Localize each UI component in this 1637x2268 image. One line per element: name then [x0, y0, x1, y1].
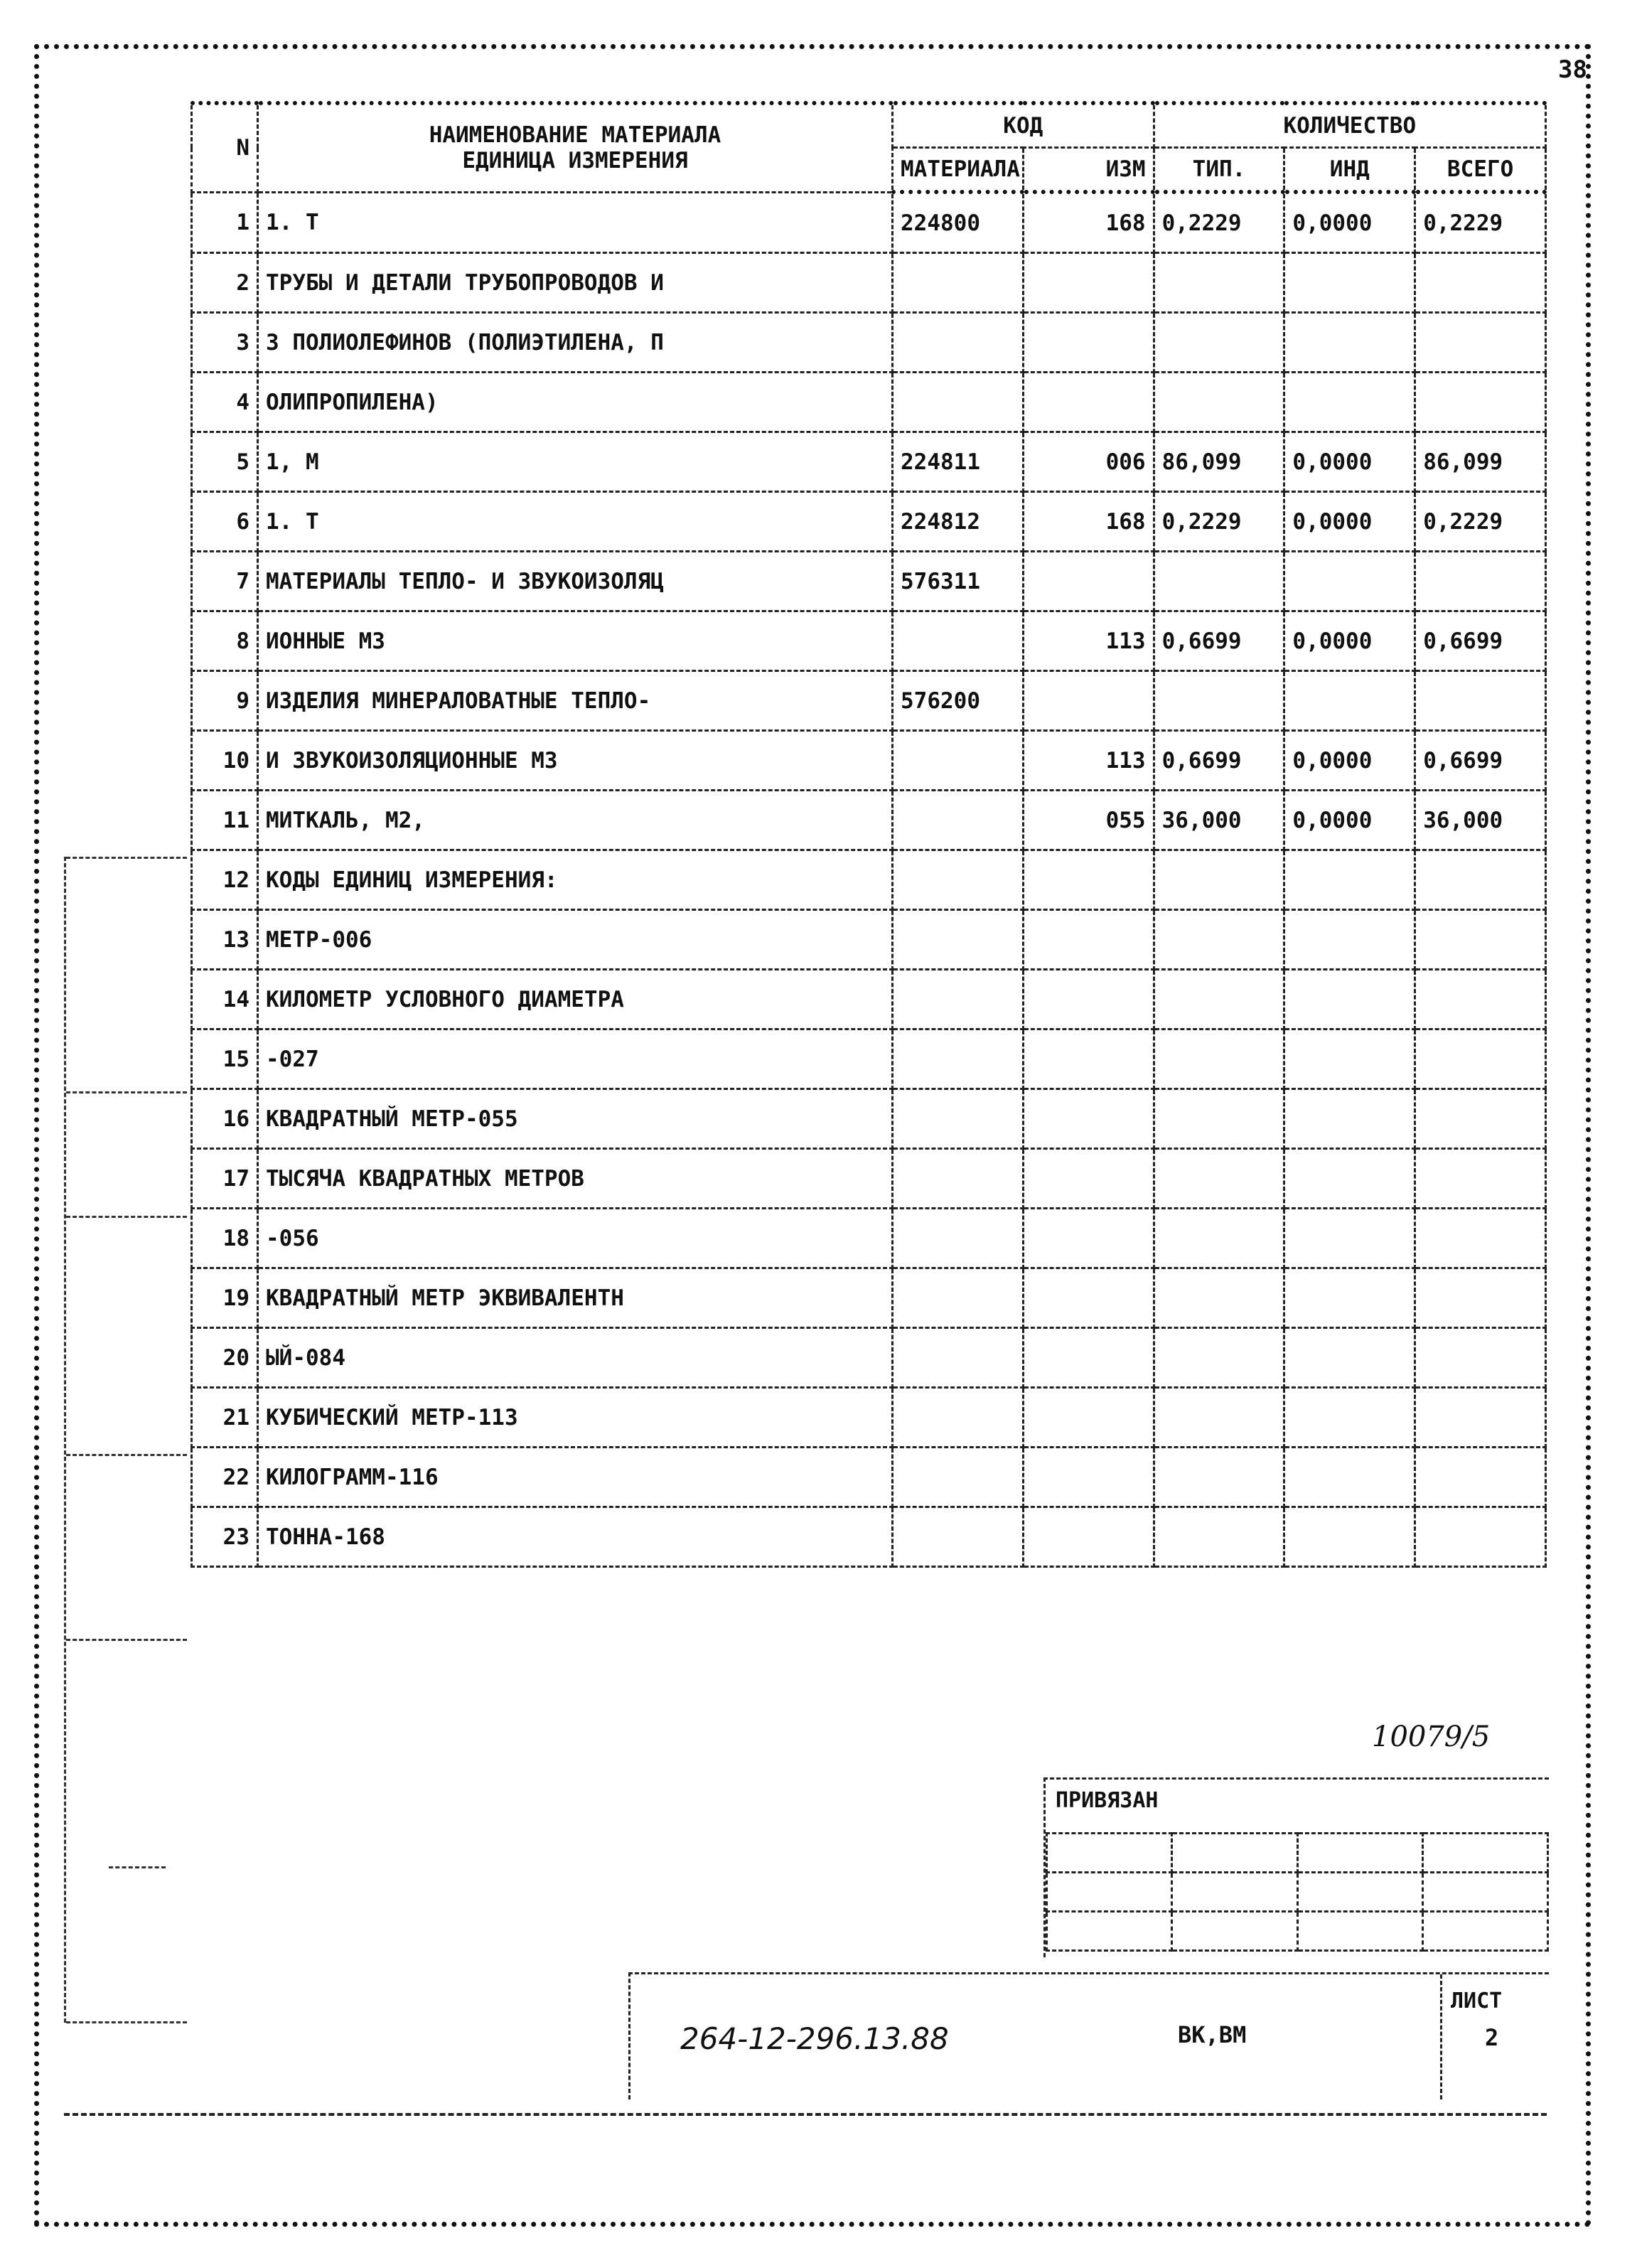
left-margin-ticks — [64, 857, 187, 2023]
binding-cell — [1172, 1873, 1297, 1912]
bottom-rule — [64, 2113, 1547, 2116]
binding-grid — [1046, 1832, 1549, 1952]
material-name: -056 — [258, 1209, 893, 1268]
material-name: ТРУБЫ И ДЕТАЛИ ТРУБОПРОВОДОВ И — [258, 253, 893, 313]
table-row — [192, 1089, 1546, 1149]
qty-total — [1415, 1268, 1546, 1328]
qty-total — [1415, 1149, 1546, 1209]
qty-type — [1154, 1089, 1284, 1149]
qty-total: 0,6699 — [1415, 611, 1546, 671]
table-row — [192, 970, 1546, 1029]
binding-cell — [1047, 1912, 1172, 1951]
binding-cell — [1172, 1834, 1297, 1873]
page-number: 38 — [1558, 55, 1587, 84]
table-row — [192, 671, 1546, 731]
binding-cell — [1422, 1912, 1547, 1951]
qty-type — [1154, 1029, 1284, 1089]
table-row — [192, 1388, 1546, 1448]
qty-type — [1154, 850, 1284, 910]
material-code — [893, 1268, 1024, 1328]
header-qty-ind: ИНД — [1284, 148, 1415, 193]
table-row — [192, 791, 1546, 850]
tick-line — [66, 1091, 187, 1093]
unit-code — [1023, 1507, 1154, 1567]
materials-table — [190, 101, 1547, 1568]
sheet-cell — [1440, 1974, 1549, 2099]
header-qty-group: КОЛИЧЕСТВО — [1154, 103, 1545, 148]
qty-ind — [1284, 671, 1415, 731]
qty-type: 86,099 — [1154, 432, 1284, 492]
qty-type: 0,2229 — [1154, 192, 1284, 253]
material-name: ТЫСЯЧА КВАДРАТНЫХ МЕТРОВ — [258, 1149, 893, 1209]
material-name: 1. Т — [258, 192, 893, 253]
qty-type: 36,000 — [1154, 791, 1284, 850]
qty-type — [1154, 253, 1284, 313]
binding-box — [1043, 1777, 1549, 1957]
qty-type — [1154, 1268, 1284, 1328]
material-code: 224800 — [893, 192, 1024, 253]
unit-code — [1023, 1328, 1154, 1388]
binding-label: ПРИВЯЗАН — [1056, 1788, 1159, 1813]
qty-total — [1415, 313, 1546, 373]
row-number: 17 — [192, 1149, 258, 1209]
row-number: 20 — [192, 1328, 258, 1388]
table-row — [192, 1149, 1546, 1209]
binding-cell — [1297, 1873, 1422, 1912]
header-num: N — [192, 103, 258, 192]
material-code — [893, 850, 1024, 910]
material-name: 1. Т — [258, 492, 893, 552]
qty-total — [1415, 552, 1546, 611]
qty-ind — [1284, 1209, 1415, 1268]
row-number: 10 — [192, 731, 258, 791]
row-number: 18 — [192, 1209, 258, 1268]
qty-type — [1154, 1448, 1284, 1507]
header-qty-type: ТИП. — [1154, 148, 1284, 193]
sheet-number: 2 — [1485, 2024, 1499, 2051]
material-name: КВАДРАТНЫЙ МЕТР ЭКВИВАЛЕНТН — [258, 1268, 893, 1328]
header-name — [258, 103, 893, 192]
qty-ind: 0,0000 — [1284, 791, 1415, 850]
unit-code — [1023, 970, 1154, 1029]
row-number: 2 — [192, 253, 258, 313]
qty-total — [1415, 910, 1546, 970]
material-name: МЕТР-006 — [258, 910, 893, 970]
material-code — [893, 1209, 1024, 1268]
qty-total: 0,6699 — [1415, 731, 1546, 791]
unit-code — [1023, 1448, 1154, 1507]
unit-code — [1023, 253, 1154, 313]
row-number: 8 — [192, 611, 258, 671]
table-row — [192, 1268, 1546, 1328]
table-row — [192, 910, 1546, 970]
qty-ind — [1284, 373, 1415, 432]
unit-code — [1023, 373, 1154, 432]
table-row — [192, 611, 1546, 671]
row-number: 22 — [192, 1448, 258, 1507]
material-name: КИЛОГРАММ-116 — [258, 1448, 893, 1507]
qty-type — [1154, 910, 1284, 970]
qty-type — [1154, 1388, 1284, 1448]
material-code — [893, 313, 1024, 373]
tick-line — [66, 1639, 187, 1641]
qty-total: 36,000 — [1415, 791, 1546, 850]
material-name: МАТЕРИАЛЫ ТЕПЛО- И ЗВУКОИЗОЛЯЦ — [258, 552, 893, 611]
row-number: 23 — [192, 1507, 258, 1567]
material-code — [893, 1507, 1024, 1567]
material-name: КВАДРАТНЫЙ МЕТР-055 — [258, 1089, 893, 1149]
material-name: ИОННЫЕ М3 — [258, 611, 893, 671]
qty-total — [1415, 671, 1546, 731]
table-row — [192, 1507, 1546, 1567]
tick-line — [109, 1866, 166, 1868]
binding-cell — [1047, 1873, 1172, 1912]
tick-line — [66, 1454, 187, 1456]
row-number: 1 — [192, 192, 258, 253]
qty-type: 0,6699 — [1154, 731, 1284, 791]
material-code — [893, 1448, 1024, 1507]
qty-ind — [1284, 1448, 1415, 1507]
unit-code — [1023, 1388, 1154, 1448]
material-code — [893, 373, 1024, 432]
material-code — [893, 1089, 1024, 1149]
qty-ind — [1284, 910, 1415, 970]
qty-type: 0,6699 — [1154, 611, 1284, 671]
tick-line — [66, 1216, 187, 1218]
qty-ind — [1284, 1029, 1415, 1089]
header-qty-total: ВСЕГО — [1415, 148, 1546, 193]
title-block — [628, 1972, 1549, 2099]
qty-total — [1415, 850, 1546, 910]
row-number: 16 — [192, 1089, 258, 1149]
material-code: 576311 — [893, 552, 1024, 611]
document-code: 264-12-296.13.88 — [680, 2021, 949, 2056]
table-row — [192, 492, 1546, 552]
tick-line — [66, 857, 187, 859]
archive-number: 10079/5 — [1372, 1721, 1491, 1753]
qty-ind: 0,0000 — [1284, 611, 1415, 671]
material-code: 576200 — [893, 671, 1024, 731]
unit-code — [1023, 850, 1154, 910]
unit-code — [1023, 1268, 1154, 1328]
material-name: ОЛИПРОПИЛЕНА) — [258, 373, 893, 432]
row-number: 13 — [192, 910, 258, 970]
unit-code — [1023, 552, 1154, 611]
qty-type — [1154, 671, 1284, 731]
qty-type — [1154, 1507, 1284, 1567]
qty-type — [1154, 313, 1284, 373]
qty-ind — [1284, 1149, 1415, 1209]
material-name: -027 — [258, 1029, 893, 1089]
row-number: 15 — [192, 1029, 258, 1089]
qty-ind — [1284, 850, 1415, 910]
material-name: ЫЙ-084 — [258, 1328, 893, 1388]
material-code — [893, 910, 1024, 970]
material-name: КИЛОМЕТР УСЛОВНОГО ДИАМЕТРА — [258, 970, 893, 1029]
material-code — [893, 791, 1024, 850]
qty-total — [1415, 373, 1546, 432]
binding-cell — [1422, 1873, 1547, 1912]
qty-type — [1154, 1209, 1284, 1268]
table-row — [192, 850, 1546, 910]
binding-cell — [1422, 1834, 1547, 1873]
table-row — [192, 1209, 1546, 1268]
unit-code — [1023, 671, 1154, 731]
table-row — [192, 192, 1546, 253]
material-name: ТОННА-168 — [258, 1507, 893, 1567]
header-code-group: КОД — [893, 103, 1154, 148]
table-row — [192, 313, 1546, 373]
table-row — [192, 1029, 1546, 1089]
header-code-unit: ИЗМ — [1023, 148, 1154, 193]
row-number: 12 — [192, 850, 258, 910]
material-code — [893, 253, 1024, 313]
row-number: 4 — [192, 373, 258, 432]
qty-total: 86,099 — [1415, 432, 1546, 492]
row-number: 21 — [192, 1388, 258, 1448]
unit-code — [1023, 910, 1154, 970]
qty-total — [1415, 1029, 1546, 1089]
qty-ind — [1284, 1507, 1415, 1567]
material-name: ИЗДЕЛИЯ МИНЕРАЛОВАТНЫЕ ТЕПЛО- — [258, 671, 893, 731]
qty-ind — [1284, 1328, 1415, 1388]
qty-total — [1415, 970, 1546, 1029]
material-name: МИТКАЛЬ, М2, — [258, 791, 893, 850]
qty-total — [1415, 1209, 1546, 1268]
unit-code: 168 — [1023, 492, 1154, 552]
material-code: 224812 — [893, 492, 1024, 552]
qty-total — [1415, 1448, 1546, 1507]
header-name-line1: НАИМЕНОВАНИЕ МАТЕРИАЛА — [429, 122, 721, 149]
table-row — [192, 731, 1546, 791]
header-name-line2: ЕДИНИЦА ИЗМЕРЕНИЯ — [462, 148, 688, 174]
qty-type — [1154, 552, 1284, 611]
material-name: И ЗВУКОИЗОЛЯЦИОННЫЕ М3 — [258, 731, 893, 791]
material-code — [893, 731, 1024, 791]
unit-code — [1023, 313, 1154, 373]
binding-cell — [1047, 1834, 1172, 1873]
material-code — [893, 1388, 1024, 1448]
qty-type — [1154, 970, 1284, 1029]
qty-total: 0,2229 — [1415, 192, 1546, 253]
material-code — [893, 1328, 1024, 1388]
row-number: 9 — [192, 671, 258, 731]
tick-line — [66, 2021, 187, 2023]
qty-ind — [1284, 970, 1415, 1029]
qty-ind: 0,0000 — [1284, 192, 1415, 253]
qty-total — [1415, 1328, 1546, 1388]
row-number: 3 — [192, 313, 258, 373]
unit-code — [1023, 1029, 1154, 1089]
material-code — [893, 1029, 1024, 1089]
unit-code — [1023, 1089, 1154, 1149]
qty-type — [1154, 373, 1284, 432]
qty-ind — [1284, 253, 1415, 313]
qty-ind — [1284, 552, 1415, 611]
binding-cell — [1172, 1912, 1297, 1951]
qty-ind: 0,0000 — [1284, 432, 1415, 492]
qty-ind — [1284, 313, 1415, 373]
material-code — [893, 970, 1024, 1029]
qty-total — [1415, 1507, 1546, 1567]
unit-code: 055 — [1023, 791, 1154, 850]
row-number: 14 — [192, 970, 258, 1029]
table-row — [192, 432, 1546, 492]
unit-code: 006 — [1023, 432, 1154, 492]
row-number: 19 — [192, 1268, 258, 1328]
document-section: ВК,ВМ — [1178, 2021, 1247, 2048]
material-code — [893, 611, 1024, 671]
row-number: 7 — [192, 552, 258, 611]
unit-code: 113 — [1023, 731, 1154, 791]
qty-type: 0,2229 — [1154, 492, 1284, 552]
unit-code: 168 — [1023, 192, 1154, 253]
unit-code — [1023, 1209, 1154, 1268]
qty-ind: 0,0000 — [1284, 492, 1415, 552]
row-number: 6 — [192, 492, 258, 552]
qty-total: 0,2229 — [1415, 492, 1546, 552]
qty-total — [1415, 1089, 1546, 1149]
material-name: З ПОЛИОЛЕФИНОВ (ПОЛИЭТИЛЕНА, П — [258, 313, 893, 373]
qty-ind — [1284, 1268, 1415, 1328]
qty-total — [1415, 1388, 1546, 1448]
table-row — [192, 1328, 1546, 1388]
unit-code — [1023, 1149, 1154, 1209]
qty-type — [1154, 1328, 1284, 1388]
material-name: 1, М — [258, 432, 893, 492]
sheet-label: ЛИСТ — [1451, 1989, 1503, 2013]
qty-total — [1415, 253, 1546, 313]
table-row — [192, 1448, 1546, 1507]
row-number: 5 — [192, 432, 258, 492]
material-name: КУБИЧЕСКИЙ МЕТР-113 — [258, 1388, 893, 1448]
material-code — [893, 1149, 1024, 1209]
table-row — [192, 253, 1546, 313]
unit-code: 113 — [1023, 611, 1154, 671]
table-row — [192, 373, 1546, 432]
qty-ind: 0,0000 — [1284, 731, 1415, 791]
qty-ind — [1284, 1388, 1415, 1448]
material-name: КОДЫ ЕДИНИЦ ИЗМЕРЕНИЯ: — [258, 850, 893, 910]
row-number: 11 — [192, 791, 258, 850]
table-body — [192, 192, 1546, 1567]
table-row — [192, 552, 1546, 611]
binding-cell — [1297, 1834, 1422, 1873]
binding-cell — [1297, 1912, 1422, 1951]
material-code: 224811 — [893, 432, 1024, 492]
qty-type — [1154, 1149, 1284, 1209]
qty-ind — [1284, 1089, 1415, 1149]
header-code-material: МАТЕРИАЛА — [893, 148, 1024, 193]
